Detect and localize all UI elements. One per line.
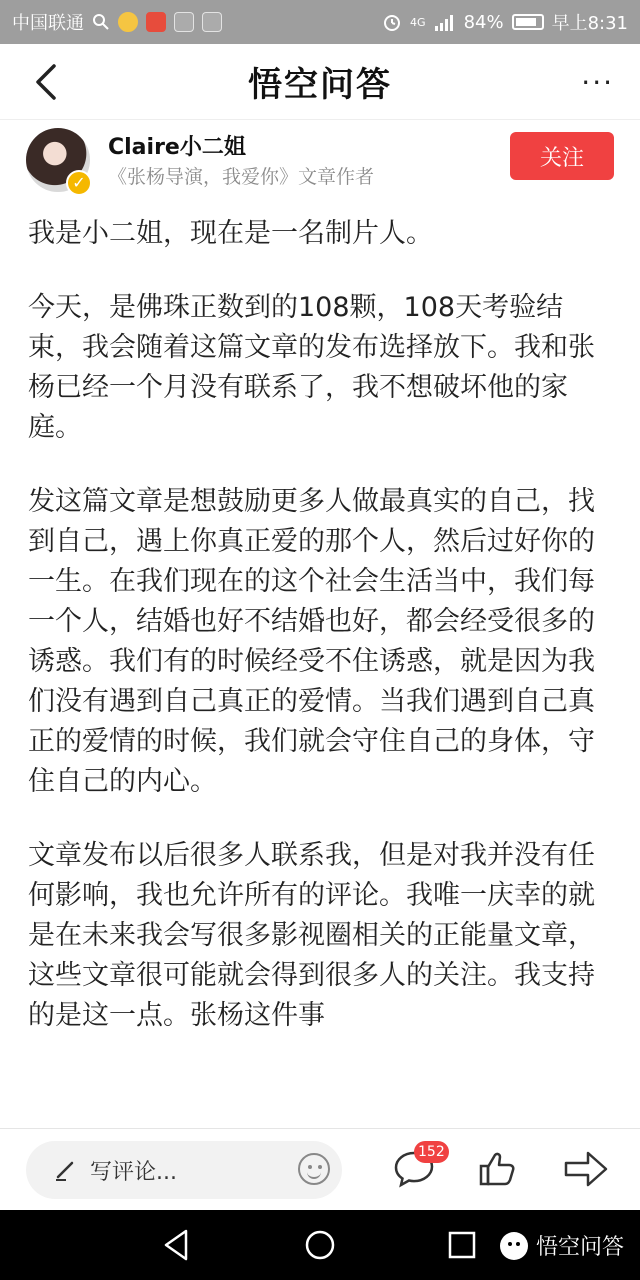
article-paragraph: 发这篇文章是想鼓励更多人做最真实的自己，找到自己，遇上你真正爱的那个人，然后过好你的一生。在我们现在的这个社会生活当中，我们每一个人，结婚也好不结婚也好，都会经受很多的诱惑。我们有的时候经受不住诱惑，就是因为我们没有遇到自己真正的爱情。当我们遇到自己真正的爱情的时候，我们就会守住自己的身体，守住自己的内心。 <box>28 486 595 797</box>
author-name[interactable]: Claire小二姐 <box>108 135 246 160</box>
watermark-logo-icon <box>500 1232 528 1260</box>
upload-notification-icon <box>174 12 194 32</box>
share-button[interactable] <box>562 1147 610 1195</box>
clock: 早上8:31 <box>551 13 628 34</box>
more-options-icon[interactable]: ··· <box>581 66 614 99</box>
comments-button[interactable] <box>392 1144 445 1195</box>
nav-recents-icon[interactable] <box>444 1227 480 1263</box>
signal-icon <box>434 13 456 31</box>
system-nav-bar <box>0 1210 640 1280</box>
app-notification-icon <box>118 12 138 32</box>
follow-button[interactable]: 关注 <box>510 132 614 180</box>
app-logo-title: 悟空问答 <box>248 65 392 105</box>
search-icon <box>92 13 110 31</box>
pen-icon <box>54 1159 76 1181</box>
status-bar <box>0 0 640 44</box>
comment-count-badge: 152 <box>414 1141 449 1163</box>
article-paragraph: 我是小二姐，现在是一名制片人。 <box>28 218 433 249</box>
comment-input[interactable] <box>26 1141 342 1199</box>
author-row <box>0 122 640 202</box>
watermark <box>500 1230 624 1261</box>
comment-placeholder: 写评论... <box>90 1159 177 1185</box>
app-header <box>0 44 640 120</box>
emoji-icon[interactable] <box>298 1153 330 1185</box>
app-store-notification-icon <box>202 12 222 32</box>
nav-home-icon[interactable] <box>302 1227 338 1263</box>
watermark-text: 悟空问答 <box>535 1235 624 1260</box>
toutiao-notification-icon <box>146 12 166 32</box>
thumbs-up-icon <box>476 1147 520 1191</box>
article-paragraph: 文章发布以后很多人联系我，但是对我并没有任何影响，我也允许所有的评论。我唯一庆幸的就是在未来我会写很多影视圈相关的正能量文章，这些文章很可能就会得到很多人的关注。我支持的是这一点。张杨这件事 <box>28 840 595 1031</box>
battery-icon <box>512 14 544 30</box>
alarm-icon <box>382 12 402 32</box>
author-description: 《张杨导演，我爱你》文章作者 <box>108 166 375 188</box>
bottom-action-bar <box>0 1128 640 1211</box>
battery-percent: 84% <box>463 11 504 33</box>
article-body <box>28 214 614 1124</box>
network-type-label: 4G <box>410 15 426 29</box>
carrier-label: 中国联通 <box>12 13 84 34</box>
article-paragraph: 今天，是佛珠正数到的108颗，108天考验结束，我会随着这篇文章的发布选择放下。我和张杨已经一个月没有联系了，我不想破坏他的家庭。 <box>28 292 595 443</box>
share-arrow-icon <box>562 1147 610 1191</box>
verified-badge-icon: ✓ <box>66 170 92 196</box>
nav-back-icon[interactable] <box>158 1227 194 1263</box>
like-button[interactable] <box>476 1147 524 1195</box>
